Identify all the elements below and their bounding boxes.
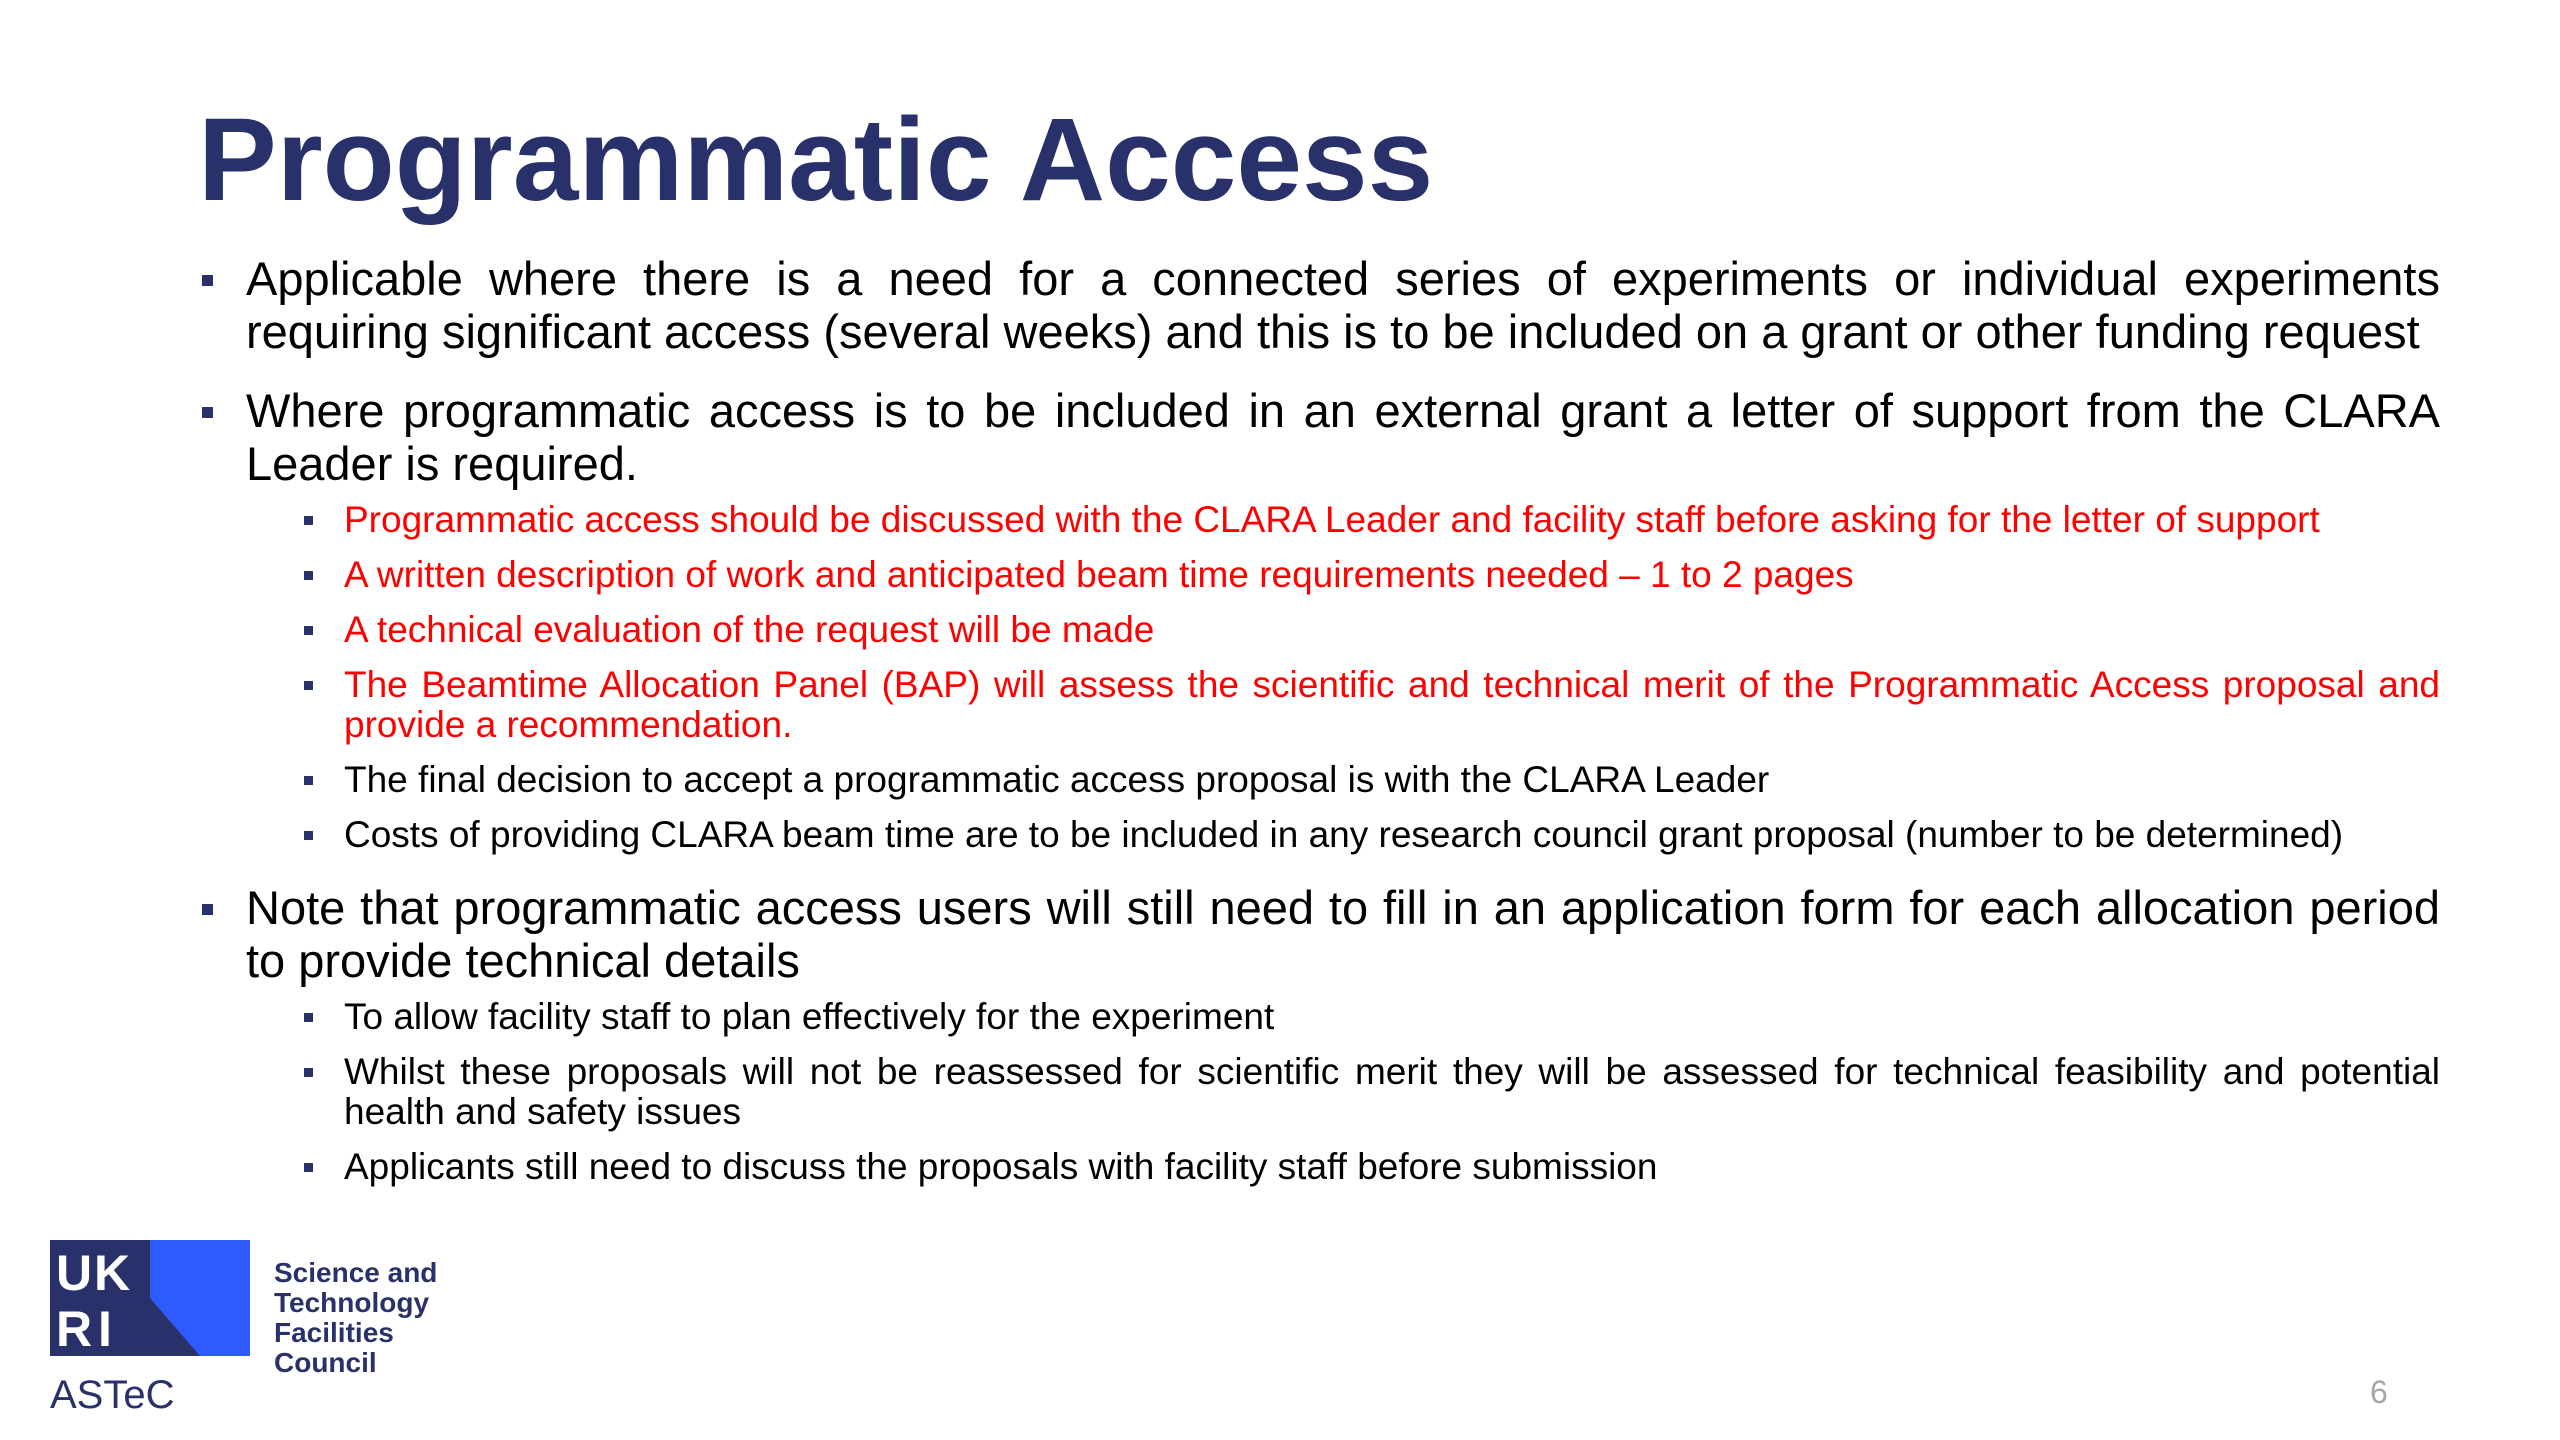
square-bullet-icon xyxy=(202,904,213,915)
square-bullet-icon xyxy=(304,1068,313,1077)
council-name-line: Facilities Council xyxy=(274,1317,394,1378)
bullet-item xyxy=(198,881,2440,1187)
bullet-text: Where programmatic access is to be included in an external grant a letter of support from the CLARA Leader is required. xyxy=(246,384,2440,490)
square-bullet-icon xyxy=(304,571,313,580)
slide-content xyxy=(198,252,2440,1213)
square-bullet-icon xyxy=(304,516,313,525)
ukri-stfc-logo xyxy=(50,1240,500,1378)
ukri-logo-icon xyxy=(50,1240,250,1356)
sub-bullet-text: To allow facility staff to plan effectively for the experiment xyxy=(344,996,1275,1037)
council-name-line: Technology xyxy=(274,1287,430,1318)
page-number: 6 xyxy=(2370,1374,2388,1410)
bullet-text: Note that programmatic access users will still need to fill in an application form for each allocation period to provide technical details xyxy=(246,881,2440,987)
sub-bullet-item xyxy=(344,500,2440,540)
bullet-item xyxy=(198,252,2440,358)
bullet-item xyxy=(198,384,2440,855)
square-bullet-icon xyxy=(304,1163,313,1172)
sub-bullet-list xyxy=(246,997,2440,1187)
sub-bullet-list xyxy=(246,500,2440,855)
sub-bullet-item xyxy=(344,815,2440,855)
square-bullet-icon xyxy=(202,407,213,418)
sub-bullet-item xyxy=(344,1052,2440,1132)
ukri-logo-letter-i: I xyxy=(98,1301,112,1356)
sub-bullet-text: A written description of work and anticipated beam time requirements needed – 1 to 2 pages xyxy=(344,554,1854,595)
bullet-text: Applicable where there is a need for a connected series of experiments or individual experiments requiring significant access (several weeks) and this is to be included on a grant or other funding request xyxy=(246,252,2440,358)
square-bullet-icon xyxy=(304,626,313,635)
square-bullet-icon xyxy=(202,275,213,286)
square-bullet-icon xyxy=(304,831,313,840)
sub-bullet-item xyxy=(344,610,2440,650)
sub-bullet-text: The Beamtime Allocation Panel (BAP) will assess the scientific and technical merit of the Programmatic Access proposal and provide a recommendation. xyxy=(344,664,2440,745)
sub-bullet-item xyxy=(344,665,2440,745)
sub-bullet-item xyxy=(344,555,2440,595)
bullet-list xyxy=(198,252,2440,1187)
ukri-logo-letter-k: K xyxy=(94,1245,131,1301)
ukri-logo-letter-u: U xyxy=(56,1245,93,1301)
sub-bullet-item xyxy=(344,997,2440,1037)
ukri-logo-letter-r: R xyxy=(56,1301,93,1356)
sub-bullet-item xyxy=(344,1147,2440,1187)
sub-bullet-item xyxy=(344,760,2440,800)
sub-bullet-text: Costs of providing CLARA beam time are to be included in any research council grant proposal (number to be determined) xyxy=(344,814,2344,855)
sub-bullet-text: Applicants still need to discuss the proposals with facility staff before submission xyxy=(344,1146,1658,1187)
sub-bullet-text: Programmatic access should be discussed with the CLARA Leader and facility staff before asking for the letter of support xyxy=(344,499,2320,540)
slide-title: Programmatic Access xyxy=(198,94,1434,226)
sub-bullet-text: A technical evaluation of the request will be made xyxy=(344,609,1155,650)
square-bullet-icon xyxy=(304,1013,313,1022)
square-bullet-icon xyxy=(304,776,313,785)
sub-bullet-text: Whilst these proposals will not be reassessed for scientific merit they will be assessed for technical feasibility and potential health and safety issues xyxy=(344,1051,2440,1132)
council-name-line: Science and xyxy=(274,1257,438,1288)
department-name: ASTeC xyxy=(50,1373,175,1417)
council-name xyxy=(274,1258,500,1378)
square-bullet-icon xyxy=(304,681,313,690)
sub-bullet-text: The final decision to accept a programmatic access proposal is with the CLARA Leader xyxy=(344,759,1770,800)
